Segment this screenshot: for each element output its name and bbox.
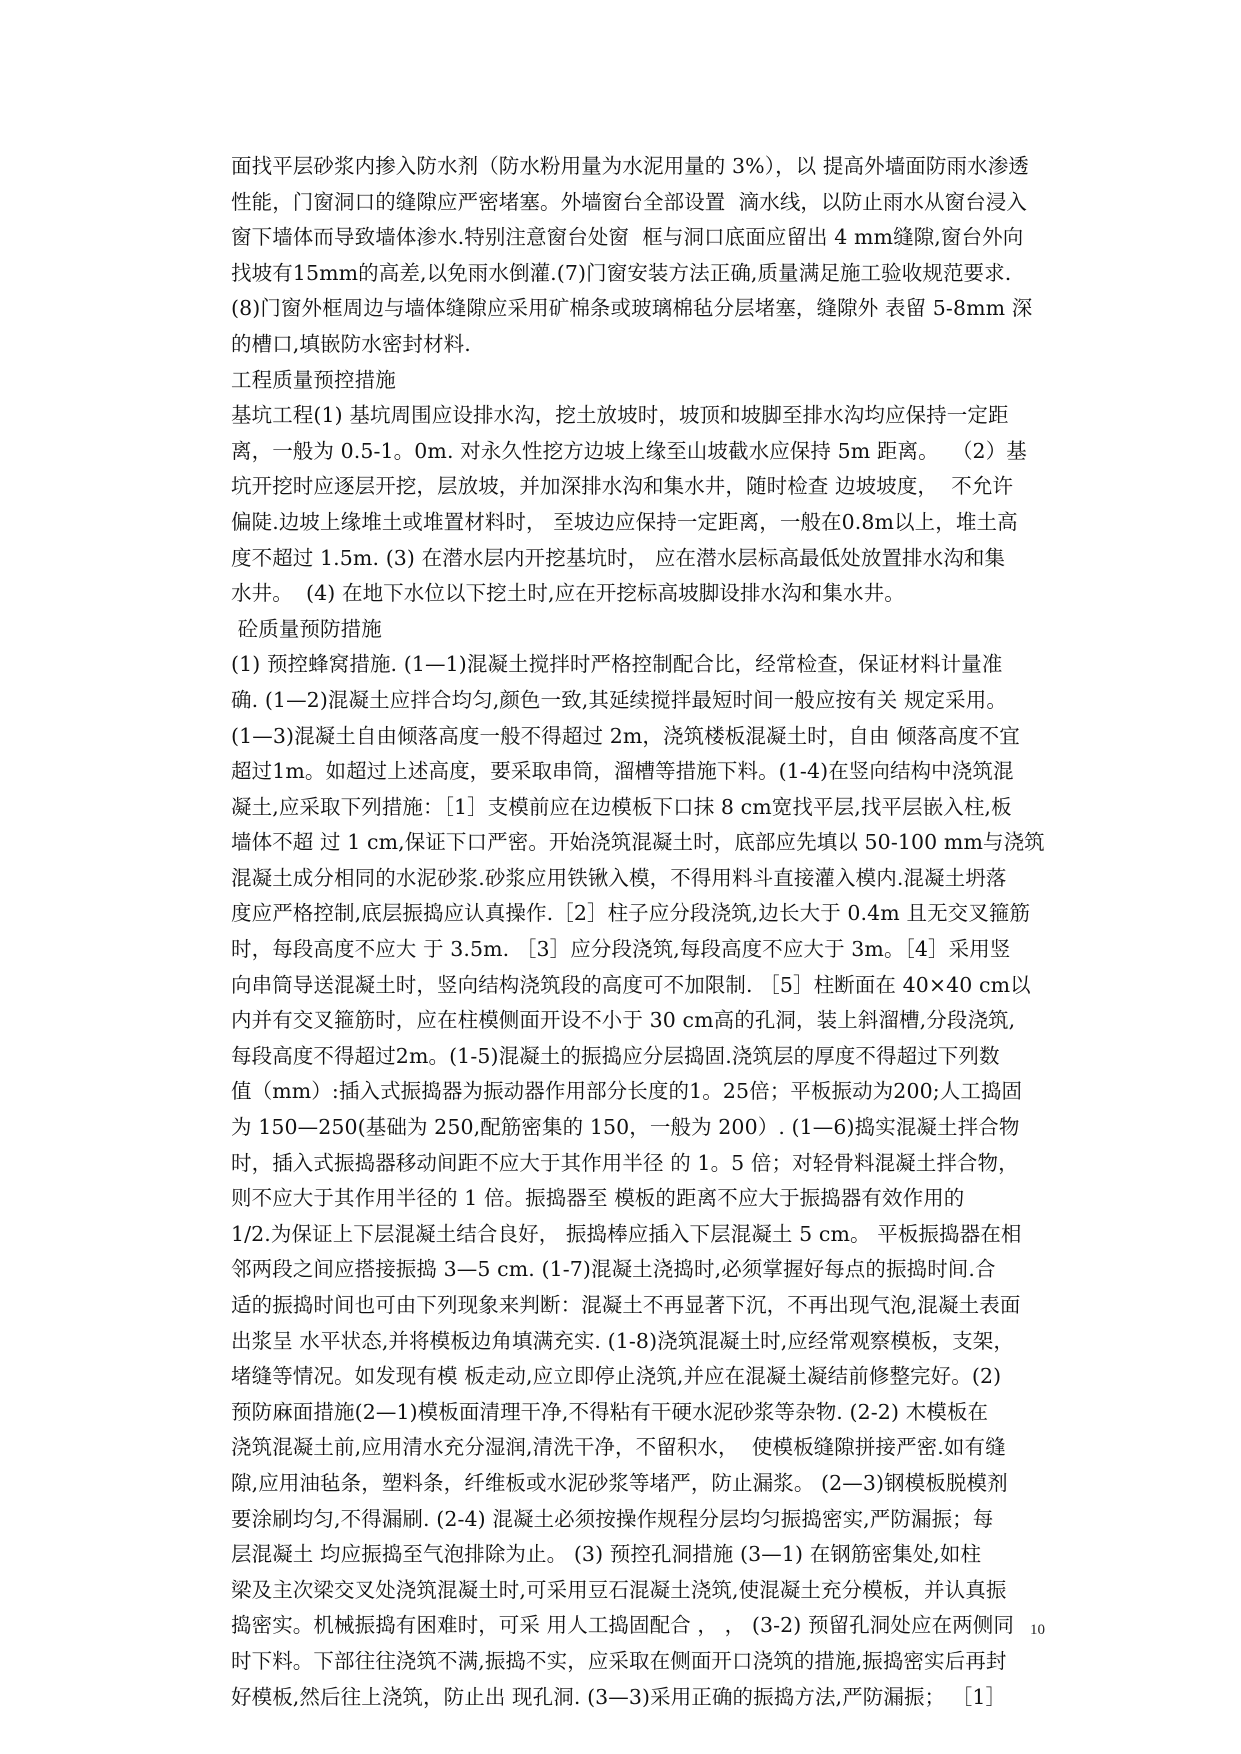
- text-line: 的槽口,填嵌防水密封材料.: [231, 331, 471, 356]
- text-line: 水井。 (4) 在地下水位以下挖土时,应在开挖标高坡脚设排水沟和集水井。: [231, 581, 905, 606]
- page-number: 10: [1030, 1622, 1045, 1638]
- text-line: 凝土,应采取下列措施：［1］支模前应在边模板下口抹 8 cm宽找平层,找平层嵌入柱,板: [231, 794, 1012, 819]
- text-line: 时，插入式振捣器移动间距不应大于其作用半径 的 1。5 倍；对轻骨料混凝土拌合物，: [231, 1150, 1019, 1175]
- text-line: 每段高度不得超过2m。(1-5)混凝土的振捣应分层捣固.浇筑层的厚度不得超过下列数: [231, 1043, 1000, 1068]
- text-line: 超过1m。如超过上述高度，要采取串筒，溜槽等措施下料。(1-4)在竖向结构中浇筑混: [231, 759, 1014, 784]
- text-line: 捣密实。机械振捣有困难时，可采 用人工捣固配合 ， ， (3-2) 预留孔洞处应在两侧同: [231, 1613, 1014, 1638]
- text-line: 基坑工程(1) 基坑周围应设排水沟，挖土放坡时，坡顶和坡脚至排水沟均应保持一定距: [231, 403, 1009, 428]
- text-line: 层混凝土 均应振捣至气泡排除为止。 (3) 预控孔洞措施 (3—1) 在钢筋密集处,如柱: [231, 1542, 982, 1567]
- text-line: 离，一般为 0.5-1。0m. 对永久性挖方边坡上缘至山坡截水应保持 5m 距离。 （2）基: [231, 438, 1027, 463]
- text-line: 浇筑混凝土前,应用清水充分湿润,清洗干净，不留积水， 使模板缝隙拼接严密.如有缝: [231, 1435, 1006, 1460]
- text-line: 要涂刷均匀,不得漏刷. (2-4) 混凝土必须按操作规程分层均匀振捣密实,严防漏振；每: [231, 1506, 994, 1531]
- text-line: 邻两段之间应搭接振捣 3—5 cm. (1-7)混凝土浇捣时,必须掌握好每点的振捣时间.合: [231, 1257, 996, 1282]
- text-line: (8)门窗外框周边与墙体缝隙应采用矿棉条或玻璃棉毡分层堵塞，缝隙外 表留 5-8mm 深: [231, 296, 1033, 321]
- text-line: 度不超过 1.5m. (3) 在潜水层内开挖基坑时， 应在潜水层标高最低处放置排水沟和集: [231, 545, 1006, 570]
- text-line: 面找平层砂浆内掺入防水剂（防水粉用量为水泥用量的 3%），以 提高外墙面防雨水渗透: [231, 154, 1029, 178]
- text-line: 向串筒导送混凝土时，竖向结构浇筑段的高度可不加限制. ［5］柱断面在 40×40 cm以: [231, 972, 1031, 997]
- body-text: [231, 149, 1061, 1715]
- text-line: 找坡有15mm的高差,以免雨水倒灌.(7)门窗安装方法正确,质量满足施工验收规范要求.: [231, 260, 1012, 285]
- text-line: 预防麻面措施(2—1)模板面清理干净,不得粘有干硬水泥砂浆等杂物. (2-2) 木模板在: [231, 1399, 989, 1424]
- text-line: 墙体不超 过 1 cm,保证下口严密。开始浇筑混凝土时，底部应先填以 50-100 mm与浇筑: [231, 830, 1045, 855]
- text-line: 工程质量预控措施: [231, 367, 396, 392]
- text-line: 好模板,然后往上浇筑，防止出 现孔洞. (3—3)采用正确的振捣方法,严防漏振； ［1］: [231, 1684, 1007, 1709]
- text-line: 为 150—250(基础为 250,配筋密集的 150，一般为 200）. (1—6)捣实混凝土拌合物: [231, 1115, 1020, 1140]
- text-line: (1—3)混凝土自由倾落高度一般不得超过 2m，浇筑楼板混凝土时，自由 倾落高度不宜: [231, 723, 1020, 748]
- text-line: (1) 预控蜂窝措施. (1—1)混凝土搅拌时严格控制配合比，经常检查，保证材料计量准: [231, 652, 1003, 677]
- text-line: 确. (1—2)混凝土应拌合均匀,颜色一致,其延续搅拌最短时间一般应按有关 规定采用。: [231, 687, 1007, 712]
- text-line: 时，每段高度不应大 于 3.5m. ［3］应分段浇筑,每段高度不应大于 3m。［4］采用竖: [231, 937, 1011, 962]
- text-line: 值（mm）:插入式振捣器为振动器作用部分长度的1。25倍；平板振动为200;人工捣固: [231, 1079, 1023, 1104]
- text-line: 出浆呈 水平状态,并将模板边角填满充实. (1-8)浇筑混凝土时,应经常观察模板，支架，: [231, 1328, 1014, 1353]
- text-line: 1/2.为保证上下层混凝土结合良好， 振捣棒应插入下层混凝土 5 cm。 平板振捣器在相: [231, 1221, 1022, 1246]
- text-line: 性能，门窗洞口的缝隙应严密堵塞。外墙窗台全部设置 滴水线，以防止雨水从窗台浸入: [231, 189, 1028, 214]
- text-line: 砼质量预防措施: [231, 616, 382, 641]
- text-line: 度应严格控制,底层振捣应认真操作.［2］柱子应分段浇筑,边长大于 0.4m 且无交叉箍筋: [231, 901, 1031, 926]
- text-line: 偏陡.边坡上缘堆土或堆置材料时， 至坡边应保持一定距离，一般在0.8m以上，堆土高: [231, 509, 1018, 534]
- text-line: 隙,应用油毡条，塑料条，纤维板或水泥砂浆等堵严，防止漏浆。 (2—3)钢模板脱模剂: [231, 1470, 1008, 1495]
- text-line: 堵缝等情况。如发现有模 板走动,应立即停止浇筑,并应在混凝土凝结前修整完好。(2): [231, 1364, 1002, 1389]
- text-line: 内并有交叉箍筋时，应在柱模侧面开设不小于 30 cm高的孔洞，装上斜溜槽,分段浇筑,: [231, 1008, 1016, 1033]
- text-line: 窗下墙体而导致墙体渗水.特别注意窗台处窗 框与洞口底面应留出 4 mm缝隙,窗台外向: [231, 225, 1024, 250]
- text-line: 混凝土成分相同的水泥砂浆.砂浆应用铁锹入模，不得用料斗直接灌入模内.混凝土坍落: [231, 865, 1007, 890]
- text-line: 梁及主次梁交叉处浇筑混凝土时,可采用豆石混凝土浇筑,使混凝土充分模板，并认真振: [231, 1577, 1007, 1602]
- text-line: 坑开挖时应逐层开挖，层放坡，并加深排水沟和集水井，随时检查 边坡坡度， 不允许: [231, 474, 1014, 499]
- text-line: 时下料。下部往往浇筑不满,振捣不实，应采取在侧面开口浇筑的措施,振捣密实后再封: [231, 1648, 1007, 1673]
- text-line: 适的振捣时间也可由下列现象来判断：混凝土不再显著下沉，不再出现气泡,混凝土表面: [231, 1293, 1021, 1317]
- text-line: 则不应大于其作用半径的 1 倍。振捣器至 模板的距离不应大于振捣器有效作用的: [231, 1186, 965, 1211]
